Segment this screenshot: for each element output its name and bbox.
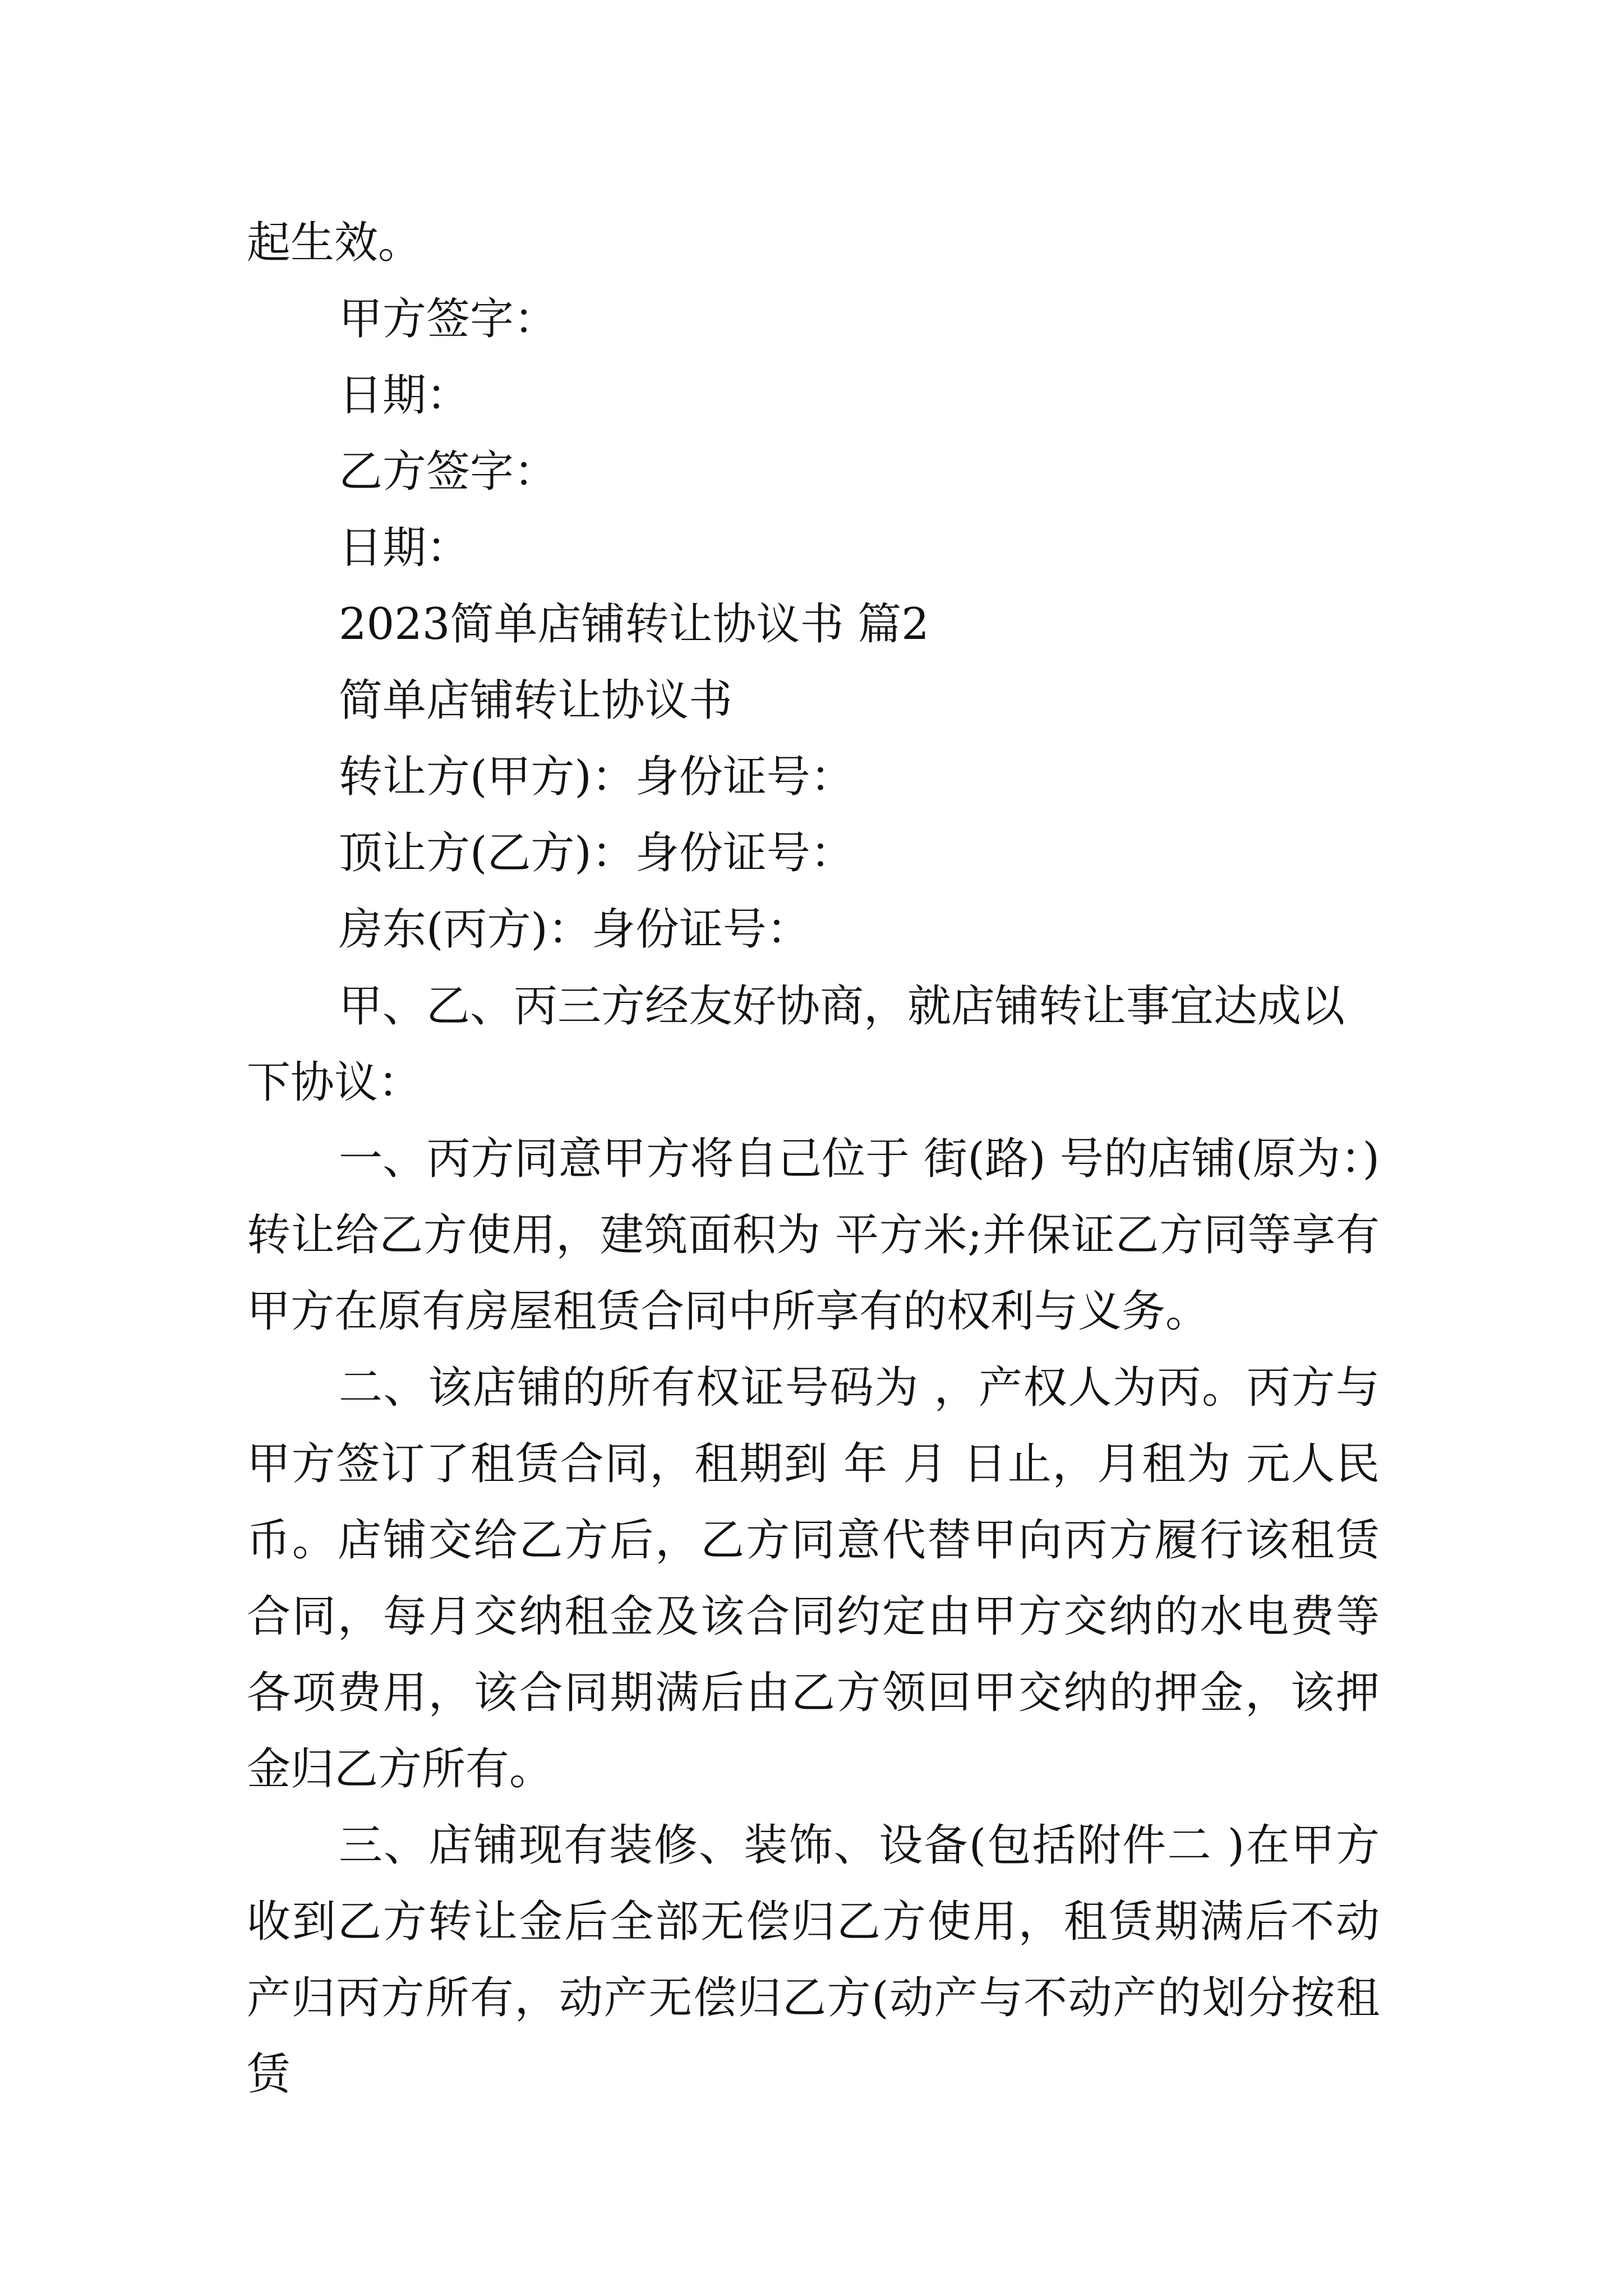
- landlord-line: 房东(丙方)：身份证号：: [339, 904, 810, 955]
- party-b-signature-label: 乙方签字：: [339, 447, 558, 497]
- intro-paragraph: 甲、乙、丙三方经友好协商，就店铺转让事宜达成以下协议：: [247, 981, 1345, 1108]
- clause-2-paragraph: 二、该店铺的所有权证号码为 ，产权人为丙。丙方与甲方签订了租赁合同，租期到 年 月 日止，月租为 元人民币。店铺交给乙方后，乙方同意代替甲向丙方履行该租赁合同，每月交纳租金及该合同约定由甲方交纳的水电费等各项费用，该合同期满后由乙方领回甲交纳的押金，该押金归乙方所有。: [247, 1363, 1380, 1795]
- transferor-line: 转让方(甲方)：身份证号：: [339, 752, 854, 802]
- clause-1-paragraph: 一、丙方同意甲方将自己位于 街(路) 号的店铺(原为：)转让给乙方使用，建筑面积为 平方米;并保证乙方同等享有甲方在原有房屋租赁合同中所享有的权利与义务。: [247, 1134, 1380, 1337]
- clause-3-paragraph: 三、店铺现有装修、装饰、设备(包括附件二 )在甲方收到乙方转让金后全部无偿归乙方使用，租赁期满后不动产归丙方所有，动产无偿归乙方(动产与不动产的划分按租赁: [247, 1820, 1380, 2100]
- date-label-1: 日期：: [339, 370, 471, 421]
- section-heading: 2023简单店铺转让协议书 篇2: [339, 599, 929, 650]
- transferee-line: 顶让方(乙方)：身份证号：: [339, 828, 854, 878]
- party-a-signature-label: 甲方签字：: [339, 294, 558, 344]
- date-label-2: 日期：: [339, 523, 471, 573]
- effective-line: 起生效。: [247, 218, 422, 268]
- document-title: 简单店铺转让协议书: [339, 675, 733, 726]
